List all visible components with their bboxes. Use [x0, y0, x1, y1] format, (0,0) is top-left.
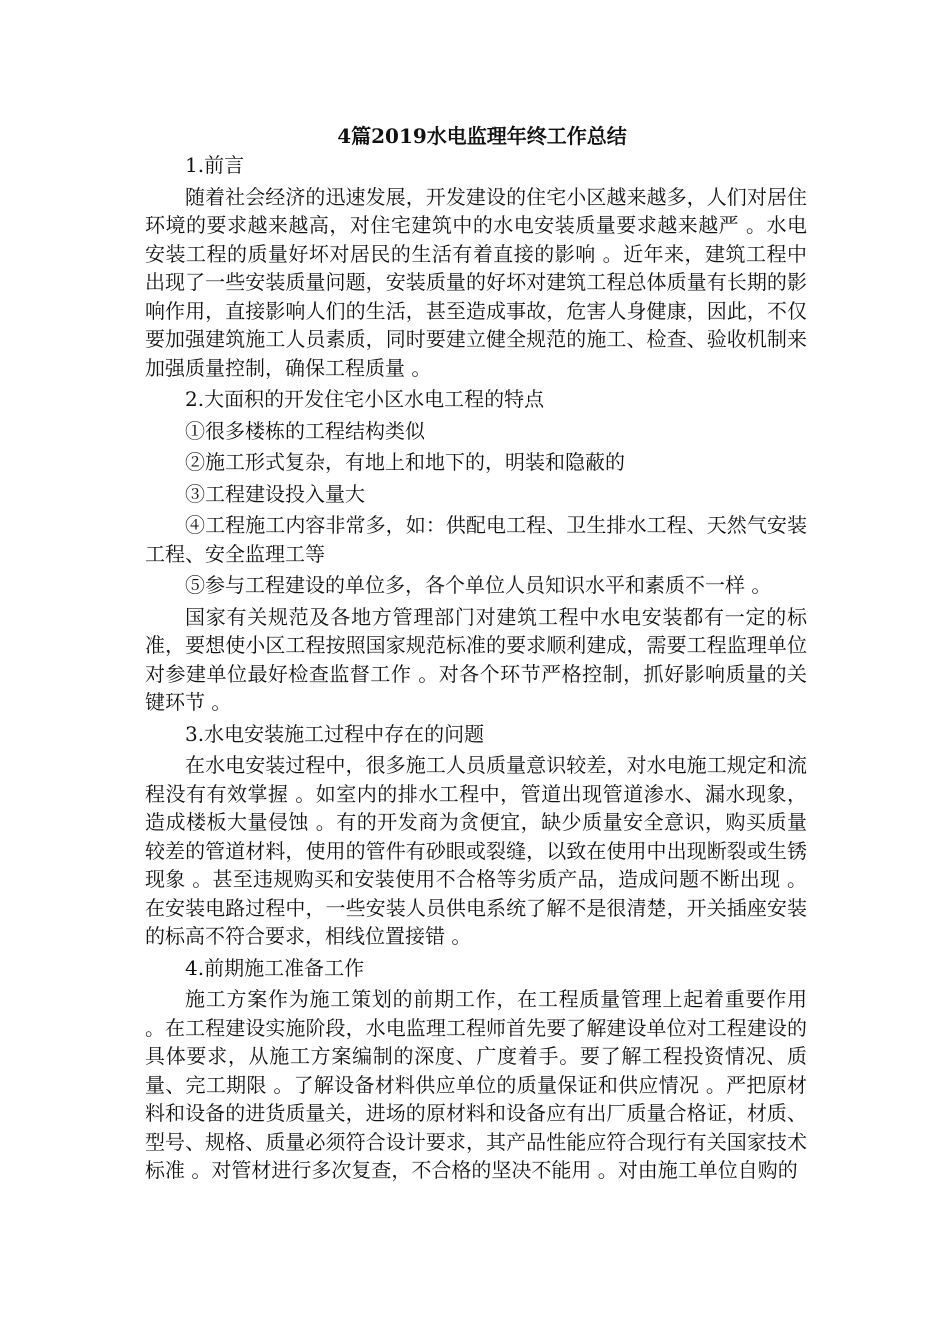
paragraph-problems: 在水电安装过程中，很多施工人员质量意识较差，对水电施工规定和流程没有有效掌握 。如室内的排水工程中，管道出现管道渗水、漏水现象，造成楼板大量侵蚀 。有的开发商为贪便宜，缺少质量安全意识，购买质量较差的管道材料，使用的管件有砂眼或裂缝，以致在使用中出现断裂或生锈现象 。甚至违规购买和安装使用不合格等劣质产品，造成问题不断出现 。在安装电路过程中，一些安装人员供电系统了解不是很清楚，开关插座安装的标高不符合要求，相线位置接错 。 [145, 753, 807, 948]
feature-item-2: ②施工形式复杂，有地上和地下的，明装和隐蔽的 [185, 450, 625, 474]
paragraph-intro: 随着社会经济的迅速发展，开发建设的住宅小区越来越多，人们对居住环境的要求越来越高，对住宅建筑中的水电安装质量要求越来越严 。水电安装工程的质量好坏对居民的生活有着直接的影响 。近年来，建筑工程中出现了一些安装质量问题，安装质量的好坏对建筑工程总体质量有长期的影响作用，直接影响人们的生活，甚至造成事故，危害人身健康，因此，不仅要加强建筑施工人员素质，同时要建立健全规范的施工、检查、验收机制来加强质量控制，确保工程质量 。 [145, 184, 807, 380]
feature-item-5: ⑤参与工程建设的单位多，各个单位人员知识水平和素质不一样 。 [185, 573, 772, 597]
feature-item-4: ④工程施工内容非常多，如：供配电工程、卫生排水工程、天然气安装工程、安全监理工等 [145, 513, 807, 566]
document-body [145, 122, 807, 1188]
section-heading-intro: 1.前言 [185, 153, 245, 177]
feature-item-3: ③工程建设投入量大 [185, 481, 365, 506]
document-title: 4篇2019水电监理年终工作总结 [337, 124, 627, 148]
paragraph-preparation: 施工方案作为施工策划的前期工作，在工程质量管理上起着重要作用 。在工程建设实施阶段，水电监理工程师首先要了解建设单位对工程建设的具体要求，从施工方案编制的深度、广度着手。要了解工程投资情况、质量、完工期限 。了解设备材料供应单位的质量保证和供应情况 。严把原材料和设备的进货质量关，进场的原材料和设备应有出厂质量合格证，材质、型号、规格、质量必须符合设计要求，其产品性能应符合现行有关国家技术标准 。对管材进行多次复查，不合格的坚决不能用 。对由施工单位自购的 [145, 987, 807, 1182]
feature-item-1: ①很多楼栋的工程结构类似 [185, 418, 425, 443]
section-heading-problems: 3.水电安装施工过程中存在的问题 [185, 721, 485, 746]
section-heading-preparation: 4.前期施工准备工作 [185, 955, 365, 980]
section-heading-features: 2.大面积的开发住宅小区水电工程的特点 [185, 387, 545, 411]
paragraph-standards: 国家有关规范及各地方管理部门对建筑工程中水电安装都有一定的标准，要想使小区工程按照国家规范标准的要求顺利建成，需要工程监理单位对参建单位最好检查监督工作 。对各个环节严格控制，抓好影响质量的关键环节 。 [145, 604, 807, 714]
